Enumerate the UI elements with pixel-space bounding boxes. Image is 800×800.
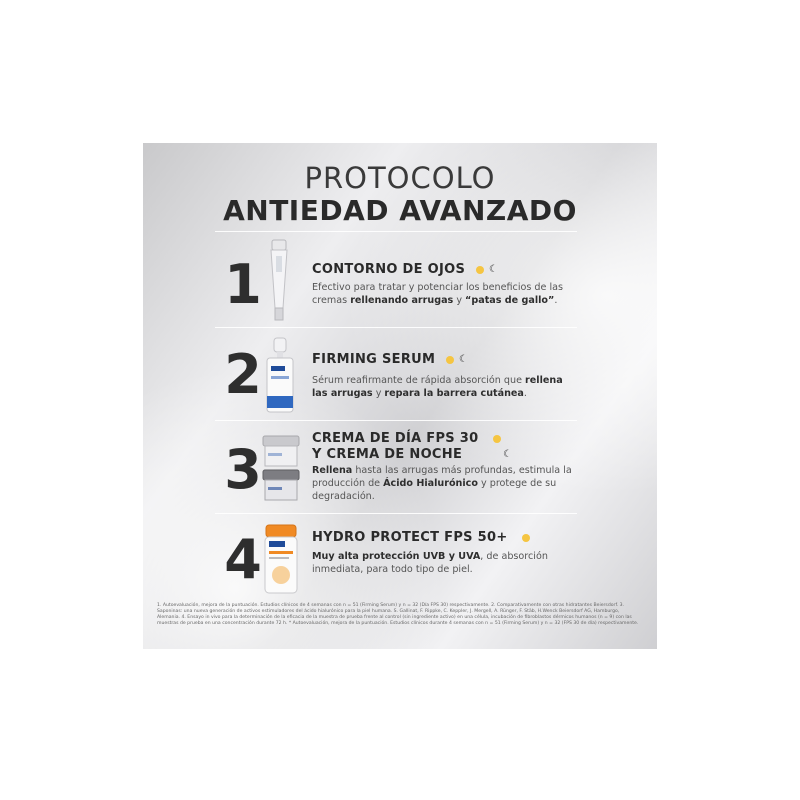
moon-icon: ☾ <box>458 354 469 365</box>
desc-bold: Muy alta protección UVB y UVA <box>312 551 481 562</box>
divider <box>215 231 577 232</box>
divider <box>215 327 577 328</box>
divider <box>215 513 577 514</box>
desc-text: Sérum reafirmante de rápida absorción que <box>312 375 526 386</box>
desc-text: , de absorción inmediata, para todo tipo de piel. <box>312 551 548 575</box>
step-title-text: Y CREMA DE NOCHE <box>312 447 463 462</box>
desc-bold: rellena las arrugas <box>312 375 563 399</box>
footnote: 1. Autoevaluación, mejora de la puntuación. Estudios clínicos de 4 semanas con n = 51 (Firming Serum) y n = 32 (Día FPS 30) respectivamente. 2. Comparativamente con otras hidratantes Beiersdorf. 3. Saponinas: una nueva generación de activos estimuladores del ácido hialurónico para la piel humana. S. Gallinat, F. Rippke, C. Keppler, J. Mergell, A. Rünger, F. Stäb, H.Wenck Beiersdorf AG, Hamburgo, Alemania. 4. Ensayo in vivo para la determinación de la eficacia de la muestra de prueba frente al control (sin ingrediente activo) en una célula, incubación de fibroblastos dérmicos humanos (n = 9) con las muestras de prueba en una concentración durante 72 h. * Autoevaluación, mejora de la puntuación. Estudios clínicos durante 4 semanas con n = 51 (Firming Serum) y n = 32 (FPS 30 de día) respectivamente. <box>157 603 639 626</box>
firming-serum-bottle-image <box>263 336 297 416</box>
step-number: 3 <box>224 438 262 501</box>
step-number: 2 <box>224 343 262 406</box>
sun-icon <box>446 356 454 364</box>
step-number: 4 <box>224 528 262 591</box>
desc-text: . <box>523 388 527 399</box>
desc-bold: Ácido Hialurónico <box>383 478 478 489</box>
divider <box>215 420 577 421</box>
desc-text: y <box>453 295 466 306</box>
protocol-panel <box>143 143 657 649</box>
desc-bold: rellenando arrugas <box>350 295 454 306</box>
step-title <box>312 262 498 277</box>
sunscreen-bottle-image <box>261 523 301 595</box>
step-description <box>312 374 574 400</box>
desc-bold: “patas de gallo” <box>465 295 555 306</box>
desc-bold: repara la barrera cutánea <box>384 388 524 399</box>
step-title-text: HYDRO PROTECT FPS 50+ <box>312 530 508 545</box>
desc-text: . <box>554 295 558 306</box>
step-title <box>312 431 501 446</box>
desc-text: hasta las arrugas más profundas, estimula la producción de <box>312 465 572 489</box>
title-line-2: ANTIEDAD AVANZADO <box>223 194 577 227</box>
sun-icon <box>476 266 484 274</box>
desc-text: y protege de su degradación. <box>312 478 557 502</box>
step-title <box>312 447 512 462</box>
step-description <box>312 464 577 503</box>
day-night-cream-jars-image <box>260 434 302 504</box>
eye-contour-tube-image <box>267 238 291 324</box>
moon-icon: ☾ <box>502 449 513 460</box>
desc-bold: Rellena <box>312 465 353 476</box>
step-title-text: FIRMING SERUM <box>312 352 436 367</box>
step-title-text: CONTORNO DE OJOS <box>312 262 466 277</box>
sun-icon <box>493 435 501 443</box>
step-description <box>312 550 574 576</box>
desc-text: y <box>372 388 385 399</box>
sun-icon <box>522 534 530 542</box>
step-number: 1 <box>224 253 262 316</box>
title-line-1: PROTOCOLO <box>304 161 496 195</box>
step-title <box>312 352 468 367</box>
step-description <box>312 281 574 307</box>
desc-text: Efectivo para tratar y potenciar los beneficios de las cremas <box>312 282 563 306</box>
step-title <box>312 530 530 545</box>
step-title-text: CREMA DE DÍA FPS 30 <box>312 431 479 446</box>
moon-icon: ☾ <box>488 264 499 275</box>
